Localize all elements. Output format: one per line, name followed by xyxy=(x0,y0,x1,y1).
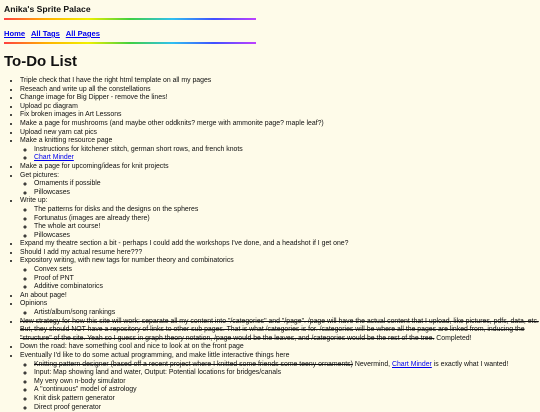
list-item: • Change image for Big Dipper - remove the lines! xyxy=(20,94,540,103)
chart-minder-link[interactable]: Chart Minder xyxy=(34,154,74,162)
list-item: • Down the road: have something cool and nice to look at on the front page xyxy=(20,343,540,352)
nav-link-home[interactable]: Home xyxy=(4,29,26,38)
page-title: To-Do List xyxy=(4,53,78,70)
sub-list-item: ◦ The patterns for disks and the designs on the spheres xyxy=(34,206,540,215)
list-item: • Reseach and write up all the constellations xyxy=(20,86,540,95)
sub-list xyxy=(20,180,540,197)
struck-text: New strategy for how this site will work: separate all my content into "/categories" and "/page". /page will have the actual content that I upload, like pictures, pdfs, data, etc. But, they should NOT have a repository of links to other sub pages. That is what /categories is for. /categories will be where all the pages are linked from, inducing the "structure" of the site. Yeah so I guess in graph theory notation, /page would be the leaves, and /categories would be the rest of the tree. xyxy=(20,317,539,342)
sub-list-item: ◦ Input: Map showing land and water, Output: Potential locations for bridges/canals xyxy=(34,369,540,378)
sub-list-item xyxy=(34,154,540,163)
list-item-label: Get pictures: xyxy=(20,171,60,179)
sub-list xyxy=(20,206,540,240)
list-item: • Make a page for mushrooms (and maybe other oddknits? merge with ammonite page? maple leaf?) xyxy=(20,120,540,129)
sub-list xyxy=(20,146,540,163)
rainbow-divider xyxy=(4,42,256,44)
sub-list-item: ◦ Pillowcases xyxy=(34,189,540,198)
sub-list-item xyxy=(34,361,540,370)
list-item-label: Write up: xyxy=(20,197,48,205)
sub-list-item: ◦ Ornaments if possible xyxy=(34,180,540,189)
nav-link-all-tags[interactable]: All Tags xyxy=(30,29,60,38)
list-item xyxy=(20,172,540,198)
sub-list-item: ◦ A "continuous" model of astrology xyxy=(34,386,540,395)
site-title: Anika's Sprite Palace xyxy=(4,4,91,14)
list-item-label: Make a knitting resource page xyxy=(20,137,113,145)
sub-list-item: ◦ Proof of PNT xyxy=(34,275,540,284)
list-item: • Should I add my actual resume here??? xyxy=(20,249,540,258)
list-item xyxy=(20,352,540,412)
list-item: • Upload new yarn cat pics xyxy=(20,129,540,138)
list-item xyxy=(20,257,540,291)
list-item: • Expand my theatre section a bit - perhaps I could add the workshops I've done, and a headshot if I get one? xyxy=(20,240,540,249)
list-item: • An about page! xyxy=(20,292,540,301)
list-item xyxy=(20,318,540,344)
list-item: • Upload pc diagram xyxy=(20,103,540,112)
rainbow-divider xyxy=(4,18,256,20)
note-text: Nevermind, xyxy=(352,360,392,368)
sub-list-item: ◦ Instructions for kitchener stitch, german short rows, and french knots xyxy=(34,146,540,155)
list-item-label: Expository writing, with new tags for number theory and combinatorics xyxy=(20,257,234,265)
sub-list-item: ◦ Artist/album/song rankings xyxy=(34,309,540,318)
struck-text: Knitting pattern designer (based off a recent project where I knitted some friends some teeny ornaments) xyxy=(34,360,353,368)
sub-list-item: ◦ My very own n-body simulator xyxy=(34,378,540,387)
list-item xyxy=(20,197,540,240)
sub-list xyxy=(20,309,540,318)
nav-link-all-pages[interactable]: All Pages xyxy=(65,29,100,38)
sub-list xyxy=(20,266,540,292)
list-item: • Make a page for upcoming/ideas for knit projects xyxy=(20,163,540,172)
sub-list-item: ◦ Direct proof generator xyxy=(34,404,540,412)
sub-list-item: ◦ The whole art course! xyxy=(34,223,540,232)
list-item-label: Eventually I'd like to do some actual programming, and make little interactive things here xyxy=(20,352,290,359)
completed-note: Completed! xyxy=(434,334,472,342)
sub-list-item: ◦ Pillowcases xyxy=(34,232,540,241)
sub-list-item: ◦ Fortunatus (images are already there) xyxy=(34,215,540,224)
list-item-label: Opinions xyxy=(20,300,48,308)
sub-list xyxy=(20,361,540,412)
sub-list-item: ◦ Knit disk pattern generator xyxy=(34,395,540,404)
sub-list-item: ◦ Convex sets xyxy=(34,266,540,275)
list-item xyxy=(20,300,540,317)
todo-list xyxy=(6,77,540,412)
sub-list-item: ◦ Additive combinatorics xyxy=(34,283,540,292)
list-item xyxy=(20,137,540,163)
list-item: • Triple check that I have the right html template on all my pages xyxy=(20,77,540,86)
note-text: is exactly what I wanted! xyxy=(431,360,509,368)
site-nav xyxy=(4,29,104,38)
list-item: • Fix broken images in Art Lessons xyxy=(20,111,540,120)
chart-minder-link[interactable]: Chart Minder xyxy=(392,360,432,368)
